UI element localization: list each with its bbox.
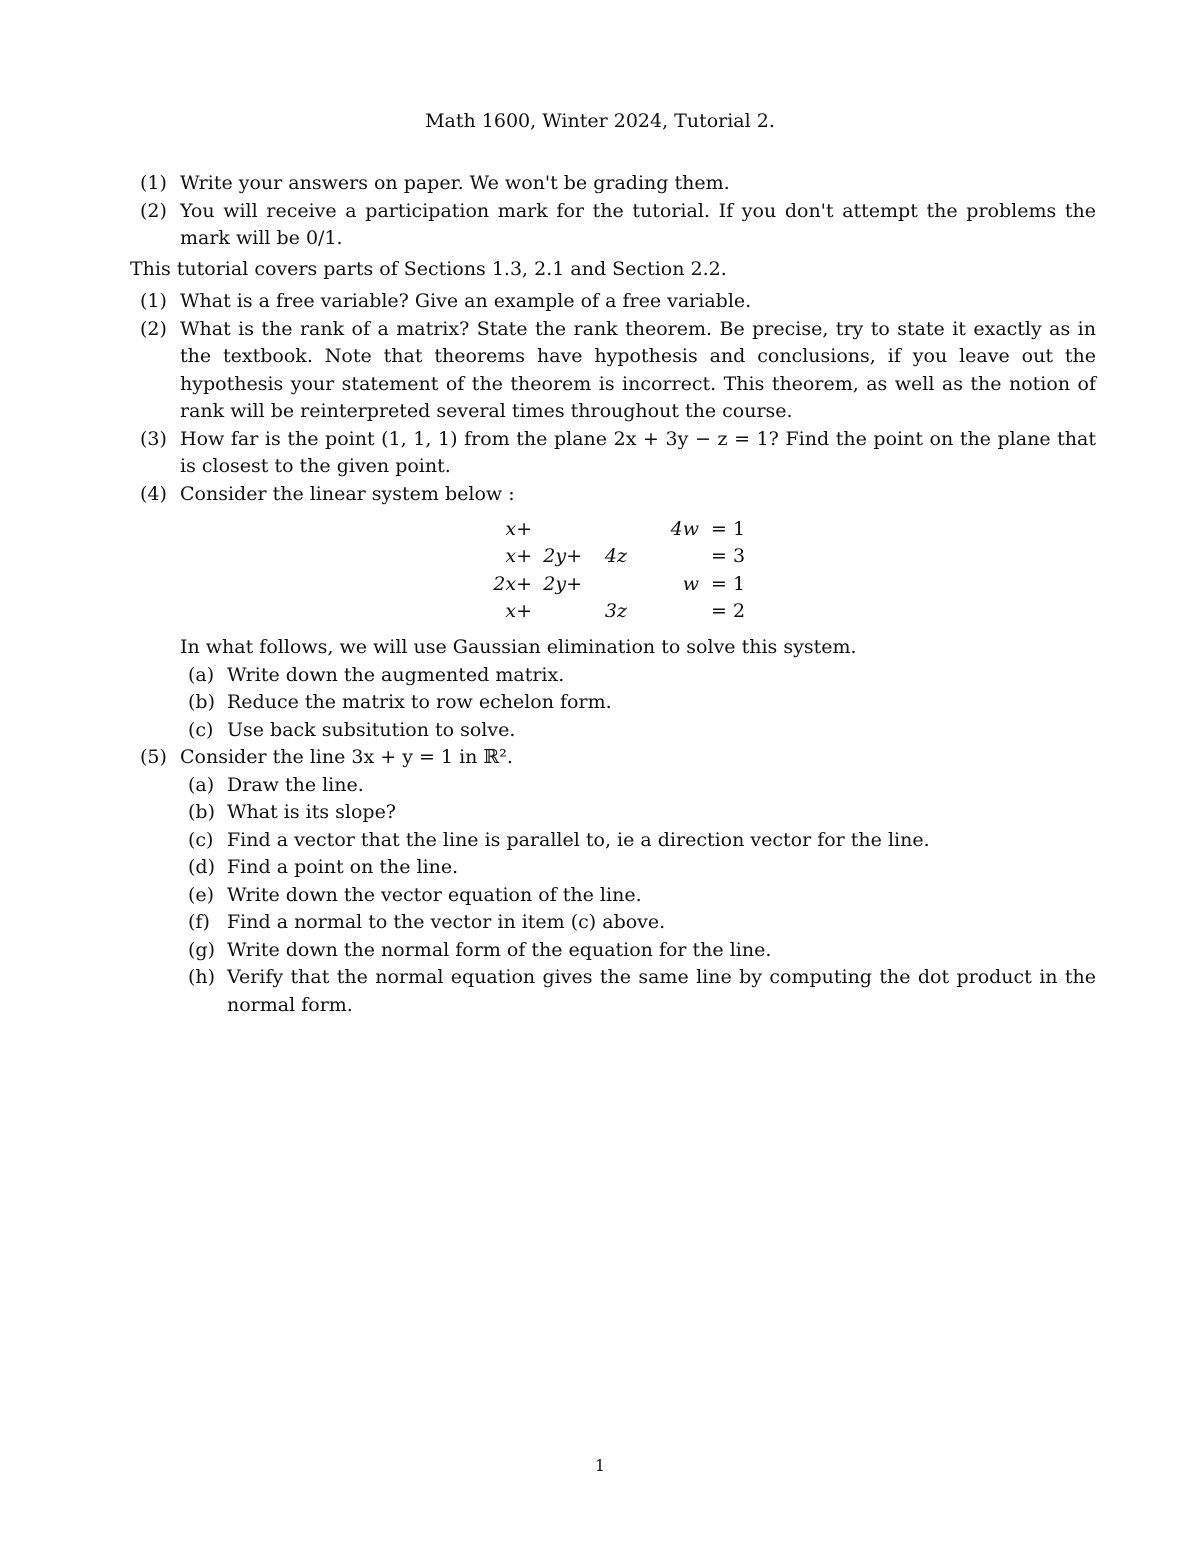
problem-4-parts bbox=[130, 634, 1096, 1019]
item-number: (2) bbox=[140, 317, 167, 340]
intro-text: This tutorial covers parts of Sections 1.3, 2.1 and Section 2.2. bbox=[130, 258, 727, 280]
equation-row: 2x+ 2y+ w = 1 bbox=[493, 572, 746, 595]
problem-5 bbox=[130, 744, 1096, 772]
sub-item bbox=[180, 689, 1096, 717]
sub-item bbox=[180, 909, 1096, 937]
item-text: Consider the line 3x + y = 1 in ℝ². bbox=[180, 746, 513, 768]
sub-text: Find a normal to the vector in item (c) above. bbox=[227, 911, 666, 933]
item-number: (1) bbox=[140, 290, 167, 312]
p5-sublist bbox=[130, 772, 1096, 1020]
document-title: Math 1600, Winter 2024, Tutorial 2. bbox=[425, 110, 775, 132]
problem-4 bbox=[130, 481, 1096, 509]
item-text: How far is the point (1, 1, 1) from the plane 2x + 3y − z = 1? Find the point on the plane that is closest to the given point. bbox=[180, 427, 1096, 477]
equation-row: x+ 2y+ 4z = 3 bbox=[505, 545, 746, 568]
item-text: In what follows, we will use Gaussian elimination to solve this system. bbox=[180, 636, 857, 658]
sub-item bbox=[180, 799, 1096, 827]
item-text: Write your answers on paper. We won't be grading them. bbox=[180, 172, 730, 194]
sub-text: Use back subsitution to solve. bbox=[227, 718, 516, 741]
item-number: (5) bbox=[140, 746, 167, 768]
sub-text: Find a point on the line. bbox=[227, 856, 459, 878]
item-number: (3) bbox=[140, 427, 167, 450]
sub-item bbox=[180, 854, 1096, 882]
sub-text: Write down the augmented matrix. bbox=[227, 663, 565, 686]
problem-3 bbox=[130, 426, 1096, 481]
problem-2 bbox=[130, 316, 1096, 426]
sub-number: (g) bbox=[188, 938, 215, 961]
sub-number: (c) bbox=[188, 828, 214, 851]
p4-follow-text bbox=[130, 634, 1096, 662]
sub-text: What is its slope? bbox=[227, 801, 396, 823]
equation-row: x+ 4w = 1 bbox=[505, 517, 746, 540]
problem-1 bbox=[130, 288, 1096, 316]
sub-item bbox=[180, 772, 1096, 800]
sub-text: Write down the normal form of the equation for the line. bbox=[227, 938, 772, 961]
sub-number: (h) bbox=[188, 966, 216, 988]
sub-text: Reduce the matrix to row echelon form. bbox=[227, 691, 612, 713]
sub-number: (a) bbox=[188, 663, 215, 686]
sub-number: (b) bbox=[188, 691, 215, 713]
sub-number: (b) bbox=[188, 801, 215, 823]
sub-item bbox=[180, 717, 1096, 745]
item-number: (1) bbox=[140, 172, 167, 194]
sub-item bbox=[180, 937, 1096, 965]
sub-number: (a) bbox=[188, 773, 215, 796]
sub-item bbox=[180, 882, 1096, 910]
item-text: What is a free variable? Give an example of a free variable. bbox=[180, 290, 752, 312]
sub-number: (c) bbox=[188, 718, 214, 741]
p4-sublist bbox=[130, 662, 1096, 745]
sub-number: (e) bbox=[188, 883, 215, 906]
sub-text: Find a vector that the line is parallel to, ie a direction vector for the line. bbox=[227, 828, 930, 851]
problems-list bbox=[130, 288, 1096, 508]
sub-item bbox=[180, 964, 1096, 1019]
sub-number: (f) bbox=[188, 911, 210, 933]
sub-text: Verify that the normal equation gives the same line by computing the dot product in the normal form. bbox=[227, 966, 1096, 1016]
sub-item bbox=[180, 662, 1096, 690]
sub-text: Write down the vector equation of the line. bbox=[227, 883, 642, 906]
item-text: Consider the linear system below : bbox=[180, 482, 515, 505]
sub-item bbox=[180, 827, 1096, 855]
instruction-item bbox=[130, 198, 1096, 253]
item-text: What is the rank of a matrix? State the rank theorem. Be precise, try to state it exactly as in the textbook. Note that theorems have hypothesis and conclusions, if you leave out the hypothesis your statement of the theorem is incorrect. This theorem, as well as the notion of rank will be reinterpreted several times throughout the course. bbox=[180, 317, 1096, 422]
sub-text: Draw the line. bbox=[227, 773, 364, 796]
instructions-list bbox=[130, 170, 1096, 253]
instruction-item bbox=[130, 170, 1096, 198]
sub-number: (d) bbox=[188, 856, 215, 878]
item-number: (2) bbox=[140, 199, 167, 222]
item-number: (4) bbox=[140, 482, 167, 505]
page-number: 1 bbox=[594, 1456, 606, 1475]
item-text: You will receive a participation mark for the tutorial. If you don't attempt the problems the mark will be 0/1. bbox=[180, 199, 1096, 249]
equation-row: x+ 3z = 2 bbox=[505, 600, 746, 623]
linear-system bbox=[460, 515, 769, 625]
